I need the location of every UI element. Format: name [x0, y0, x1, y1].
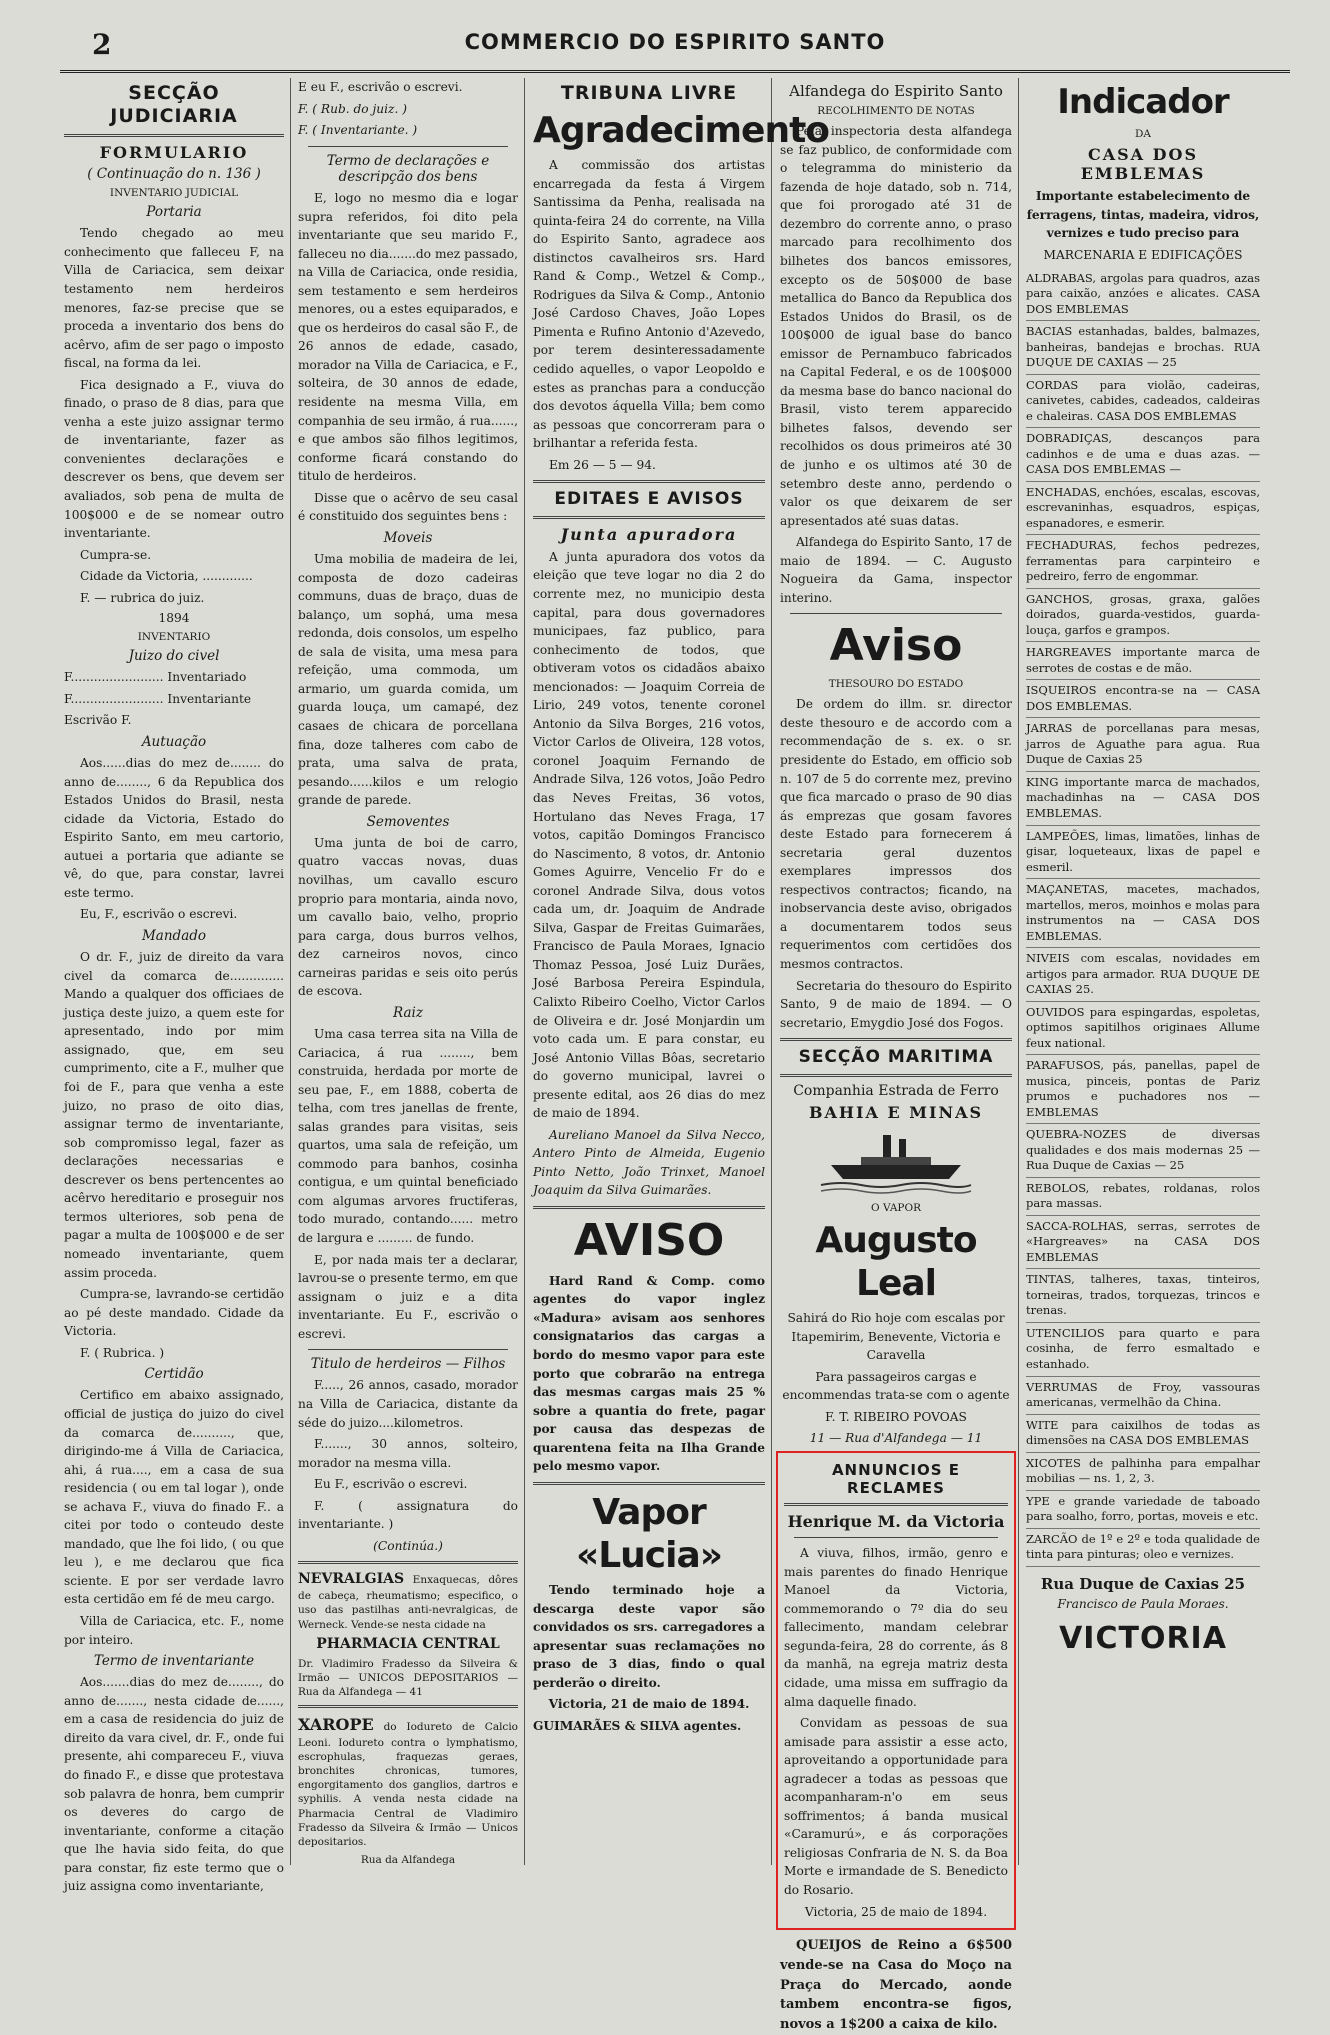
steamship-icon — [821, 1127, 971, 1197]
line: F........................ Inventariado — [64, 670, 247, 685]
column-divider — [524, 78, 525, 1865]
paragraph: Uma casa terrea sita na Villa de Cariacica, á rua ........, bem construida, herdada por morte de seu pae, F., em 1888, coberta de telha, com tres janellas de frente, salas grandes para visitas, seis quartos, uma sala de refeição, um commodo para banhos, cosinha contigua, e um quintal beneficiado com algumas arvores fructiferas, todo murado, contando...... metro de largura e ......... de fundo. — [298, 1027, 518, 1246]
subheading: Moveis — [383, 529, 433, 546]
line: F........................ Inventariante — [64, 691, 252, 706]
indicator-item: LAMPEÕES, limas, limatões, linhas de gisar, loqueteaux, lixas de papel e esmeril. — [1026, 826, 1260, 880]
paragraph: Para passageiros cargas e encommendas trata-se com o agente — [782, 1369, 1010, 1403]
indicator-item: PARAFUSOS, pás, panellas, papel de musica, pinceis, pontas de Pariz prumos e puchadores nos — EMBLEMAS — [1026, 1055, 1260, 1124]
subheading: DA — [1134, 127, 1151, 140]
subheading: Juizo do civel — [128, 648, 220, 665]
article-title: Aviso — [829, 620, 963, 672]
indicator-item: ISQUEIROS encontra-se na — CASA DOS EMBLEMAS. — [1026, 680, 1260, 718]
paragraph: F......., 30 annos, solteiro, morador na mesma villa. — [298, 1437, 518, 1470]
indicator-item: KING importante marca de machados, machadinhas na — CASA DOS EMBLEMAS. — [1026, 772, 1260, 826]
ad-address: Rua da Alfandega — [360, 1854, 456, 1867]
ad-text: Enxaquecas, dôres de cabeça, rheumatismo; especifico, o uso das pastilhas anti-nevralgicas, de Werneck. Vende-se nesta cidade na — [298, 1574, 518, 1631]
subheading: Portaria — [146, 204, 202, 221]
company-line: BAHIA E MINAS — [808, 1103, 984, 1123]
subheading: Titulo de herdeiros — Filhos — [310, 1356, 506, 1373]
indicator-item: FECHADURAS, fechos pedrezes, ferramentas para carpinteiro e pedreiro, ferro de engommar. — [1026, 535, 1260, 589]
year: 1894 — [158, 611, 190, 626]
paragraph: QUEIJOS de Reino a 6$500 vende-se na Casa do Moço na Praça do Mercado, aonde tambem encontra-se figos, novos a 1$200 a caixa de kilo. — [780, 1938, 1012, 2033]
indicator-item: HARGREAVES importante marca de serrotes de costas e de mão. — [1026, 642, 1260, 680]
signature: GUIMARÃES & SILVA agentes. — [533, 1719, 742, 1734]
column-divider — [1018, 78, 1019, 1865]
indicator-item: ZARCÃO de 1º e 2º e toda qualidade de tinta para pinturas; oleo e vernizes. — [1026, 1529, 1260, 1567]
masthead: COMMERCIO DO ESPIRITO SANTO — [464, 30, 886, 54]
subheading: Raiz — [393, 1004, 423, 1021]
subheading: THESOURO DO ESTADO — [828, 678, 964, 691]
indicator-item: ENCHADAS, enchóes, escalas, escovas, escrevaninhas, esquadros, espiças, espanadores, e esmerir. — [1026, 482, 1260, 536]
column-judicial — [58, 78, 290, 1894]
article-title: Alfandega do Espirito Santo — [789, 82, 1003, 100]
paragraph: O dr. F., juiz de direito da vara civel da comarca de.............. Mando a qualquer dos officiaes de justiça deste juizo, a quem este for apresentado, indo por mim assignado, que, em seu cumprimento, cite a F., mulher que foi de F., para que venha a este juizo, no praso de oito dias, assignar termo de inventariante, sob compromisso legal, fazer as declarações necessarias e descrever os bens pertencentes ao acêrvo hereditario e proseguir nos termos ulteriores, sob pena de pagar a multa de 100$000 e de ser nomeado inventariante, quem assim proceda. — [64, 950, 284, 1280]
indicator-item: VERRUMAS de Froy, vassouras americanas, vermelhão da China. — [1026, 1377, 1260, 1415]
paragraph: E, por nada mais ter a declarar, lavrou-se o presente termo, em que assignam o juiz e a dita inventariante. Eu F., escrivão o escrevi. — [298, 1252, 518, 1341]
indicator-item: OUVIDOS para espingardas, espoletas, optimos sapitilhos originaes Allume feux national. — [1026, 1002, 1260, 1056]
indicator-item: JARRAS de porcellanas para mesas, jarros de Aguathe para agua. Rua Duque de Caxias 25 — [1026, 718, 1260, 772]
paragraph: Pela inspectoria desta alfandega se faz publico, de conformidade com o telegramma do ministerio da fazenda de hoje datado, sob n. 714, que foi prorogado até 31 de dezembro do corrente anno, o praso marcado para recolhimento dos bilhetes dos bancos emissores, excepto os de 50$000 de base metallica do Banco da Republica dos Estados Unidos do Brasil, os de 100$000 de igual base do banco emissor de Pernambuco fabricados na Capital Federal, e os de 100$000 da mesma base do banco nacional do Brasil, visto terem apparecido bilhetes falsos, devendo ser recolhidos os dous primeiros até 30 de junho e os ultimos até 30 de setembro deste anno, perdendo o valor os que deixarem de ser apresentados até suas datas. — [780, 124, 1012, 528]
agent-address: 11 — Rua d'Alfandega — 11 — [809, 1431, 983, 1446]
subheading: Mandado — [141, 928, 207, 945]
indicator-item: ALDRABAS, argolas para quadros, azas para caixão, anzóes e alicates. CASA DOS EMBLEMAS — [1026, 268, 1260, 322]
signatures: Aureliano Manoel da Silva Necco, Antero Pinto de Almeida, Eugenio Pinto Netto, João Trinxet, Manoel Joaquim da Silva Guimarães. — [533, 1127, 765, 1198]
indicator-item: YPE e grande variedade de taboado para soalho, forro, portas, moveis e etc. — [1026, 1491, 1260, 1529]
signature: Francisco de Paula Moraes. — [1057, 1596, 1229, 1611]
paragraph: F. ( Rubrica. ) — [80, 1345, 165, 1360]
paragraph: A commissão dos artistas encarregada da festa á Virgem Santissima da Penha, realisada na quinta-feira 24 do corrente, na Villa do Espirito Santo, agradece aos distinctos cavalheiros srs. Hard Rand & Comp., Wetzel & Comp., Rodrigues da Silva & Comp., Antonio José Cardoso Chaves, João Lopes Pimenta e Rufino Antonio d'Azevedo, por terem desinteressadamente cedido aquelles, o vapor Leopoldo e estes as pranchas para a conducção dos devotos áquella Villa; bem como as pessoas que concorreram para o brilhantar a referida festa. — [533, 157, 765, 451]
paragraph: Secretaria do thesouro do Espirito Santo, 9 de maio de 1894. — O secretario, Emygdio José dos Fogos. — [780, 978, 1012, 1030]
highlighted-region — [776, 1451, 1016, 1930]
indicator-item: BACIAS estanhadas, baldes, balmazes, banheiras, bandejas e brochas. RUA DUQUE DE CAXIAS — 25 — [1026, 321, 1260, 375]
ad-title: XAROPE — [298, 1715, 374, 1735]
continues-note: (Continúa.) — [373, 1538, 443, 1553]
indicator-item: QUEBRA-NOZES de diversas qualidades e dos mais modernas 25 — Rua Duque de Caxias — 25 — [1026, 1124, 1260, 1178]
column-judicial-continued — [292, 78, 524, 1865]
subheading: Autuação — [141, 733, 207, 750]
indicator-item: WITE para caixilhos de todas as dimensões na CASA DOS EMBLEMAS — [1026, 1415, 1260, 1453]
paragraph: A junta apuradora dos votos da eleição que teve logar no dia 2 do corrente mez, no municipio desta capital, para dous governadores municipaes, faz publico, para conhecimento de todos, que obtiveram votos os cidadãos abaixo mencionados: — Joaquim Correia de Lirio, 249 votos, tenente coronel Antonio da Silva Borges, 216 votos, Victor Carlos de Oliveira, 128 votos, coronel Joaquim Fernando de Andrade Silva, 126 votos, João Pedro das Neves Freitas, 36 votos, Hortulano das Neves Fraga, 17 votos, capitão Domingos Francisco do Nascimento, 8 votos, dr. Antonio Gomes Aguirre, Vencelio Fr do e coronel Andrade Silva, dous votos cada um, dr. Joaquim de Andrade Silva, Gaspar de Freitas Guimarães, Francisco de Paula Moraes, Ignacio Thomaz Pessoa, José Luiz Durães, José Barbosa Pereira Espindula, Calixto Ribeiro Coelho, Victor Carlos de Oliveira e dr. José Monjardin um voto cada um. E para constar, eu José Antonio Villas Bôas, secretario do governo municipal, lavrei o presente edital, aos 26 dias do mez de maio de 1894. — [533, 549, 765, 1121]
column-indicador — [1020, 78, 1266, 1865]
paragraph: Importante estabelecimento de ferragens, tintas, madeira, vidros, vernizes e tudo preciso para — [1026, 189, 1260, 241]
paragraph: Cidade da Victoria, ............. — [80, 569, 253, 584]
paragraph: Villa de Cariacica, etc. F., nome por inteiro. — [64, 1613, 284, 1647]
article-title: Agradecimento — [533, 109, 830, 151]
paragraph: Aos......dias do mez de........ do anno de........, 6 da Republica dos Estados Unidos do Brasil, nesta cidade da Victoria, Estado do Espirito Santo, em meu cartorio, autuei a portaria que adiante se vê, do que, para constar, lavrei este termo. — [64, 756, 284, 900]
company-name: Companhia Estrada de Ferro — [793, 1082, 999, 1099]
paragraph: Uma mobilia de madeira de lei, composta de dozo cadeiras communs, duas de braço, duas de balanço, um sophá, uma mesa redonda, dois consolos, um espelho de sala de visita, uma mesa para refeição, uma commoda, um armario, um guarda comida, um guarda louça, um camapé, dez casaes de chicara de porcellana fina, doze talheres com cabo de prata, uma salva de prata, pesando......kilos e um relogio grande de parede. — [298, 552, 518, 808]
subheading: O VAPOR — [871, 1201, 921, 1214]
section-title: SECÇÃO MARITIMA — [798, 1047, 994, 1068]
paragraph: Cumpra-se. — [80, 547, 152, 562]
column-notices — [774, 78, 1018, 2033]
date: Victoria, 21 de maio de 1894. — [548, 1697, 750, 1712]
paragraph: Sahirá do Rio hoje com escalas por Itapemirim, Benevente, Victoria e Caravella — [787, 1311, 1005, 1363]
shop-name: CASA DOS EMBLEMAS — [1080, 144, 1206, 184]
indicator-item: CORDAS para violão, cadeiras, canivetes, cabides, cadeados, caldeiras e chaleiras. CASA DOS EMBLEMAS — [1026, 375, 1260, 429]
paragraph: Disse que o acêrvo de seu casal é constituido dos seguintes bens : — [298, 490, 518, 524]
indicator-list — [1026, 268, 1260, 1567]
section-title: ANNUNCIOS E RECLAMES — [831, 1460, 961, 1497]
article-title: Junta apuradora — [560, 524, 738, 544]
line: Escrivão F. — [64, 713, 132, 728]
subheading: INVENTARIO JUDICIAL — [109, 186, 239, 199]
column-tribuna — [527, 78, 830, 1865]
ad-title: AVISO — [573, 1215, 725, 1266]
indicator-item: NIVEIS com escalas, novidades em artigos para armador. RUA DUQUE DE CAXIAS 25. — [1026, 948, 1260, 1002]
subheading: Termo de declarações e descripção dos bens — [326, 152, 490, 185]
ad-text: Dr. Vladimiro Fradesso da Silveira & Irmão — UNICOS DEPOSITARIOS — Rua da Alfandega — 41 — [298, 1657, 518, 1698]
paragraph: Fica designado a F., viuva do finado, o praso de 8 dias, para que venha a este juizo assignar termo de inventariante, fazer as convenientes declarações e descrever os bens, que devem ser avaliados, sob pena de multa de 100$000 e de se nomear outro inventariante. — [64, 377, 284, 541]
paragraph: Cumpra-se, lavrando-se certidão ao pé deste mandado. Cidade da Victoria. — [64, 1287, 284, 1339]
paragraph: Aos.......dias do mez de........, do anno de......., nesta cidade de......, em a casa de residencia do juiz de direito da vara civel, dr. F., onde fui presente, ahi compareceu F., viuva do finado F., e disse que protestava sob palavra de honra, bem cumprir os deveres do cargo de inventariante, conforme a citação que lhe havia sido feita, do que para constar, fiz este termo que o juiz assigna como inventariante, — [64, 1675, 284, 1894]
paragraph: MARCENARIA E EDIFICAÇÕES — [1043, 247, 1243, 262]
indicator-item: UTENCILIOS para quarto e para cosinha, de ferro esmaltado e estanhado. — [1026, 1323, 1260, 1377]
paragraph: Hard Rand & Comp. como agentes do vapor inglez «Madura» avisam aos senhores consignatarios das cargas a bordo do mesmo vapor para este porto que cobrarão na entrega das mesmas cargas mais 25 % sobre a quantia do frete, pagar por causa das despezas de quarentena feita na Ilha Grande pelo mesmo vapor. — [533, 1273, 765, 1474]
section-title: EDITAES E AVISOS — [554, 489, 744, 510]
subheading: INVENTARIO — [137, 630, 211, 643]
paragraph: De ordem do illm. sr. director deste thesouro e de accordo com a recommendação de s. ex. o sr. presidente do Estado, em officio sob n. 107 de 5 do corrente mez, previno que fica marcado o praso de 90 dias ás emprezas que gosam favores deste Estado para fornecerem á secretaria geral duzentos exemplares impressos dos respectivos contractos; ficando, na inobservancia deste aviso, obrigados a documentarem todos seus requerimentos com certidões dos mesmos contractos. — [780, 697, 1012, 972]
subheading: Certidão — [144, 1366, 204, 1383]
pharmacy-name: PHARMACIA CENTRAL — [316, 1635, 500, 1652]
continuation-note: ( Continuação do n. 136 ) — [87, 165, 261, 182]
indicator-item: MAÇANETAS, macetes, machados, martellos, meros, moinhos e molas para instrumentos na — CASA DOS EMBLEMAS. — [1026, 879, 1260, 948]
article-title: Henrique M. da Victoria — [787, 1511, 1005, 1531]
indicator-item: TINTAS, talheres, taxas, tinteiros, torneiras, trados, torquezas, trincos e trenas. — [1026, 1269, 1260, 1323]
ad-title: Vapor «Lucia» — [575, 1491, 723, 1576]
paragraph: Em 26 — 5 — 94. — [549, 457, 656, 472]
line: F. ( Rub. do juiz. ) — [298, 101, 407, 116]
paragraph: F. — rubrica do juiz. — [80, 590, 205, 605]
paragraph: E, logo no mesmo dia e logar supra referidos, foi dito pela inventariante que seu marido F., falleceu no dia.......do mez passado, na Villa de Cariacica, onde residia, sem testamento e sem herdeiros menores, ou a estes equiparados, e que os herdeiros do casal são F., de 26 annos de edade, casado, morador na Villa de Cariacica, e F., solteira, de 30 annos de edade, residente na mesma Villa, em companhia de seu irmão, á rua......, e que ambos são filhos legitimos, conforme ficará constando do titulo de herdeiros. — [298, 191, 518, 484]
shop-address: Rua Duque de Caxias 25 — [1040, 1574, 1246, 1593]
column-divider — [771, 78, 772, 1865]
indicator-item: SACCA-ROLHAS, serras, serrotes de «Hargreaves» na CASA DOS EMBLEMAS — [1026, 1216, 1260, 1270]
paragraph: Certifico em abaixo assignado, official de justiça do juizo do civel da comarca de.........., que, dirigindo-me á Villa de Cariacica, ahi, á rua...., em a casa de sua residencia ( ou em tal logar ), onde se achava F., viuva do finado F.. a citei por todo o conteudo deste mandado, que lhe foi lido, ( ou que leu ), e me declarou que fica sciente. E por ser verdade lavro esta certidão em fé de meu cargo. — [64, 1388, 284, 1607]
date: Victoria, 25 de maio de 1894. — [804, 1904, 988, 1919]
city-name: VICTORIA — [1059, 1621, 1227, 1657]
indicator-item: REBOLOS, rebates, roldanas, rolos para massas. — [1026, 1178, 1260, 1216]
line: F. ( Inventariante. ) — [298, 123, 418, 138]
paragraph: Eu, F., escrivão o escrevi. — [80, 907, 238, 922]
column-divider — [290, 78, 291, 1865]
page-header — [60, 26, 1290, 73]
section-title: TRIBUNA LIVRE — [560, 82, 738, 104]
paragraph: Tendo terminado hoje a descarga deste vapor são convidados os srs. carregadores a apresentar suas reclamações no praso de 3 dias, findo o qual perderão o direito. — [533, 1583, 765, 1690]
indicator-item: DOBRADIÇAS, descanços para cadinhos e de uma e duas azas. — CASA DOS EMBLEMAS — — [1026, 428, 1260, 482]
paragraph: Convidam as pessoas de sua amisade para assistir a esse acto, aproveitando a opportunidade para agradecer a todas as pessoas que acompanharam-n'o em seus soffrimentos; á banda musical «Caramurú», e ás corporações religiosas Confraria de N. S. da Boa Morte e irmandade de S. Benedicto do Rosario. — [784, 1716, 1008, 1897]
paragraph: Tendo chegado ao meu conhecimento que falleceu F, na Villa de Cariacica, sem deixar testamento nem herdeiros menores, faz-se precise que se proceda a inventario dos bens do acêrvo, afim de ser pago o imposto fiscal, na forma da lei. — [64, 226, 284, 371]
agent-name: F. T. RIBEIRO POVOAS — [825, 1409, 967, 1424]
ad-title: NEVRALGIAS — [298, 1571, 405, 1588]
ship-name: Augusto Leal — [815, 1219, 977, 1304]
article-title: FORMULARIO — [99, 142, 249, 162]
indicator-item: GANCHOS, grosas, graxa, galões doirados, guarda-vestidos, guarda-louça, garfos e grampos. — [1026, 589, 1260, 643]
paragraph: Uma junta de boi de carro, quatro vaccas novas, duas novilhas, um cavallo escuro proprio para montaria, ainda novo, um cavallo baio, velho, proprio para carga, dous burros velhos, dez carneiros novos, cinco carneiras paridas e seis oito perús de escova. — [298, 835, 518, 999]
subheading: Termo de inventariante — [93, 1653, 255, 1670]
paragraph: Alfandega do Espirito Santo, 17 de maio de 1894. — C. Augusto Nogueira da Gama, inspector interino. — [780, 535, 1012, 605]
section-title: SECÇÃO JUDICIARIA — [110, 82, 238, 127]
article-title: Indicador — [1057, 82, 1229, 122]
paragraph: F. ( assignatura do inventariante. ) — [298, 1498, 518, 1532]
paragraph: F....., 26 annos, casado, morador na Villa de Cariacica, distante da séde do juizo....kilometros. — [298, 1378, 518, 1430]
line: E eu F., escrivão o escrevi. — [298, 80, 463, 94]
indicator-item: XICOTES de palhinha para empalhar mobilias — ns. 1, 2, 3. — [1026, 1453, 1260, 1491]
paragraph: Eu F., escrivão o escrevi. — [314, 1477, 468, 1492]
paragraph: A viuva, filhos, irmão, genro e mais parentes do finado Henrique Manoel da Victoria, commemorando o 7º dia do seu fallecimento, mandam celebrar segunda-feira, 28 do corrente, ás 8 da manhã, na egreja matriz desta cidade, uma missa em suffragio da alma daquelle finado. — [784, 1546, 1008, 1709]
subheading: RECOLHIMENTO DE NOTAS — [817, 105, 975, 117]
page-number: 2 — [92, 28, 112, 61]
ad-text: do Iodureto de Calcio Leoni. Iodureto contra o lymphatismo, escrophulas, fraquezas geraes, bronchites chronicas, tumores, engorgitamento dos ganglios, dartros e syphilis. A venda nesta cidade na Pharmacia Central de Vladimiro Fradesso da Silveira & Irmão — Unicos depositarios. — [298, 1721, 518, 1848]
subheading: Semoventes — [366, 813, 450, 830]
